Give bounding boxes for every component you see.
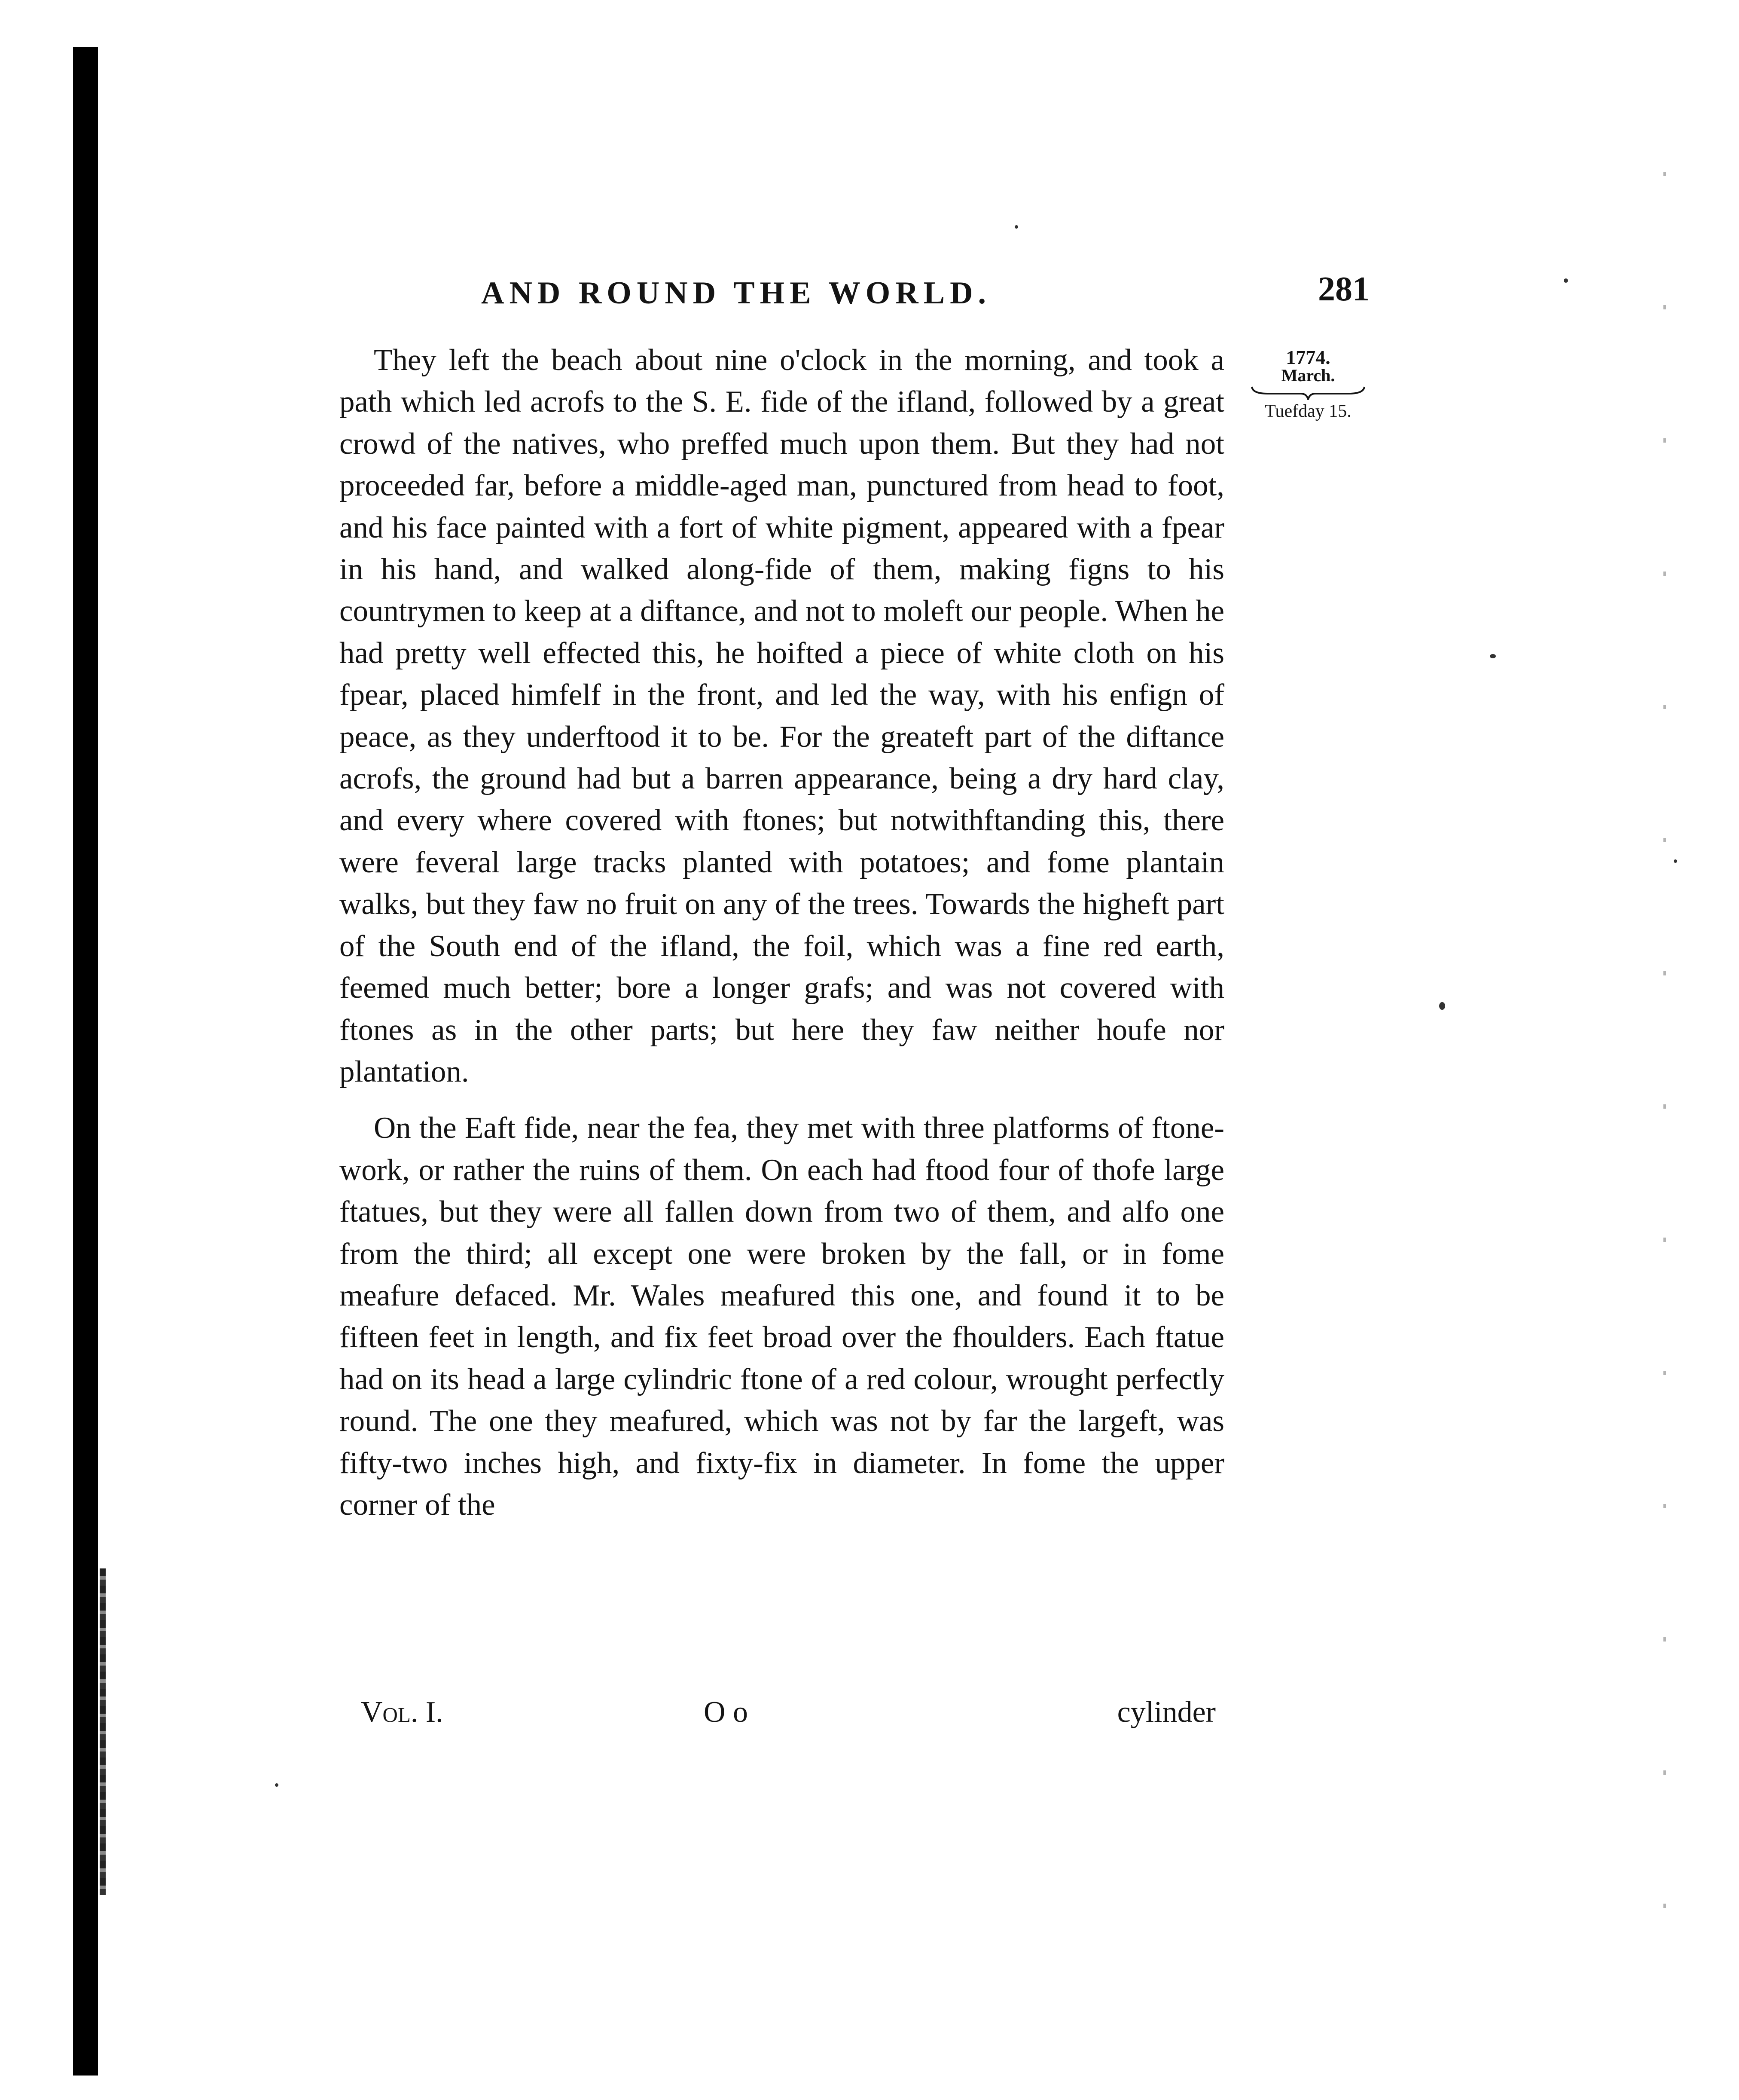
- page-number: 281: [1318, 270, 1370, 308]
- scan-speck: [1674, 859, 1677, 863]
- scan-speck: [1439, 1002, 1445, 1010]
- curly-brace-glyph: [1250, 385, 1366, 400]
- paragraph: On the Eaft fide, near the fea, they met with three platforms of ftone-work, or rather the ruins of them. On each had ftood four of thofe large ftatues, but they were all fallen down from two of them, and alfo one from the third; all except one were broken by the fall, or in fome meafure defaced. Mr. Wales meafured this one, and found it to be fifteen feet in length, and fix feet broad over the fhoulders. Each ftatue had on its head a large cylindric ftone of a red colour, wrought perfectly round. The one they meafured, which was not by far the largeft, was fifty-two inches high, and fixty-fix in diameter. In fome the upper corner of the: [339, 1111, 1224, 1522]
- page-footer: [344, 1695, 1216, 1734]
- binding-shadow-detail: [100, 1568, 106, 1895]
- margin-date-note: [1242, 348, 1375, 421]
- signature-mark: O o: [704, 1696, 748, 1729]
- running-head: AND ROUND THE WORLD.: [481, 275, 992, 311]
- catchword: cylinder: [1117, 1696, 1216, 1729]
- scan-speck: [1564, 278, 1568, 283]
- margin-year: 1774.: [1286, 346, 1330, 368]
- paragraph: They left the beach about nine o'clock in the morning, and took a path which led acrofs to the S. E. fide of the ifland, followed by a great crowd of the natives, who preffed much upon them. But they had not proceeded far, before a middle-aged man, punctured from head to foot, and his face painted with a fort of white pigment, appeared with a fpear in his hand, and walked along-fide of them, making figns to his countrymen to keep at a diftance, and not to moleft our people. When he had pretty well effected this, he hoifted a piece of white cloth on his fpear, placed himfelf in the front, and led the way, with his enfign of peace, as they underftood it to be. For the greateft part of the diftance acrofs, the ground had but a barren appearance, being a dry hard clay, and every where covered with ftones; but notwithftanding this, there were feveral large tracks planted with potatoes; and fome plantain walks, but they faw no fruit on any of the trees. Towards the higheft part of the South end of the ifland, the foil, which was a fine red earth, feemed much better; bore a longer grafs; and was not covered with ftones as in the other parts; but here they faw neither houfe nor plantation.: [339, 343, 1224, 1088]
- margin-month: March.: [1281, 366, 1335, 385]
- body-text: [339, 339, 1224, 1526]
- scan-edge-speckle: [1663, 112, 1666, 2011]
- binding-shadow: [73, 47, 98, 2076]
- volume-label: Vol. I.: [361, 1696, 443, 1729]
- margin-day: Tuefday 15.: [1265, 401, 1352, 421]
- scan-speck: [1490, 654, 1496, 658]
- scan-speck: [1015, 225, 1018, 229]
- scan-speck: [275, 1783, 278, 1787]
